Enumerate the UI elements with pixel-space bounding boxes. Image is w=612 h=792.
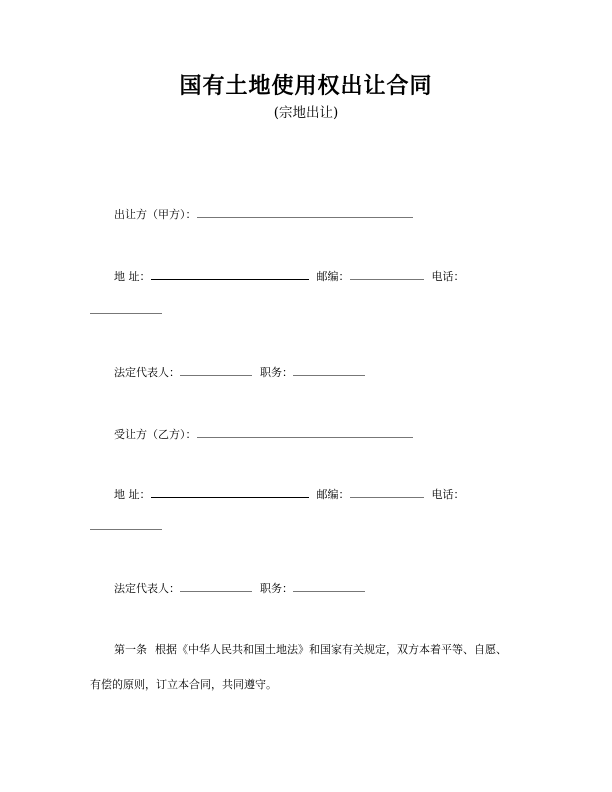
article-1-text-2: 有偿的原则，订立本合同，共同遵守。: [90, 678, 277, 691]
grantor-postcode-field[interactable]: [350, 268, 424, 280]
article-1-text-1: 根据《中华人民共和国土地法》和国家有关规定，双方本着平等、自愿、: [155, 643, 507, 656]
document-subtitle: (宗地出让): [273, 105, 339, 121]
grantor-address-field[interactable]: [151, 268, 309, 280]
grantor-rep-label: 法定代表人：: [114, 366, 180, 379]
grantee-rep-field[interactable]: [180, 580, 252, 592]
grantee-name-field[interactable]: [197, 426, 413, 438]
grantee-postcode-field[interactable]: [350, 486, 424, 498]
article-1-heading: 第一条: [114, 643, 147, 656]
grantor-title-label: 职务：: [260, 366, 293, 379]
grantor-address-row: [114, 268, 465, 285]
grantee-rep-row: [114, 580, 365, 597]
article-1-line-1: [114, 642, 554, 658]
grantor-phone-label: 电话：: [431, 270, 465, 283]
article-1-line-2: [90, 677, 530, 693]
grantee-address-field[interactable]: [151, 486, 309, 498]
grantor-name-field[interactable]: [197, 206, 413, 218]
grantor-rep-field[interactable]: [180, 364, 252, 376]
grantee-address-row: [114, 486, 465, 503]
grantee-title-field[interactable]: [293, 580, 365, 592]
grantee-phone-row: [90, 518, 162, 535]
grantee-label: 受让方（乙方）：: [114, 428, 197, 441]
grantor-title-field[interactable]: [293, 364, 365, 376]
grantor-phone-row: [90, 302, 162, 319]
grantee-postcode-label: 邮编：: [316, 488, 350, 501]
grantor-rep-row: [114, 364, 365, 381]
grantee-rep-label: 法定代表人：: [114, 582, 180, 595]
grantor-phone-field[interactable]: [90, 302, 162, 314]
grantee-phone-label: 电话：: [431, 488, 465, 501]
grantee-row: [114, 426, 413, 443]
grantee-phone-field[interactable]: [90, 518, 162, 530]
grantor-label: 出让方（甲方）：: [114, 208, 197, 221]
grantee-title-label: 职务：: [260, 582, 293, 595]
grantor-postcode-label: 邮编：: [316, 270, 350, 283]
grantor-address-label: 地 址：: [114, 270, 151, 283]
grantee-address-label: 地 址：: [114, 488, 151, 501]
grantor-row: [114, 206, 413, 223]
document-title: 国有土地使用权出让合同: [179, 74, 433, 99]
